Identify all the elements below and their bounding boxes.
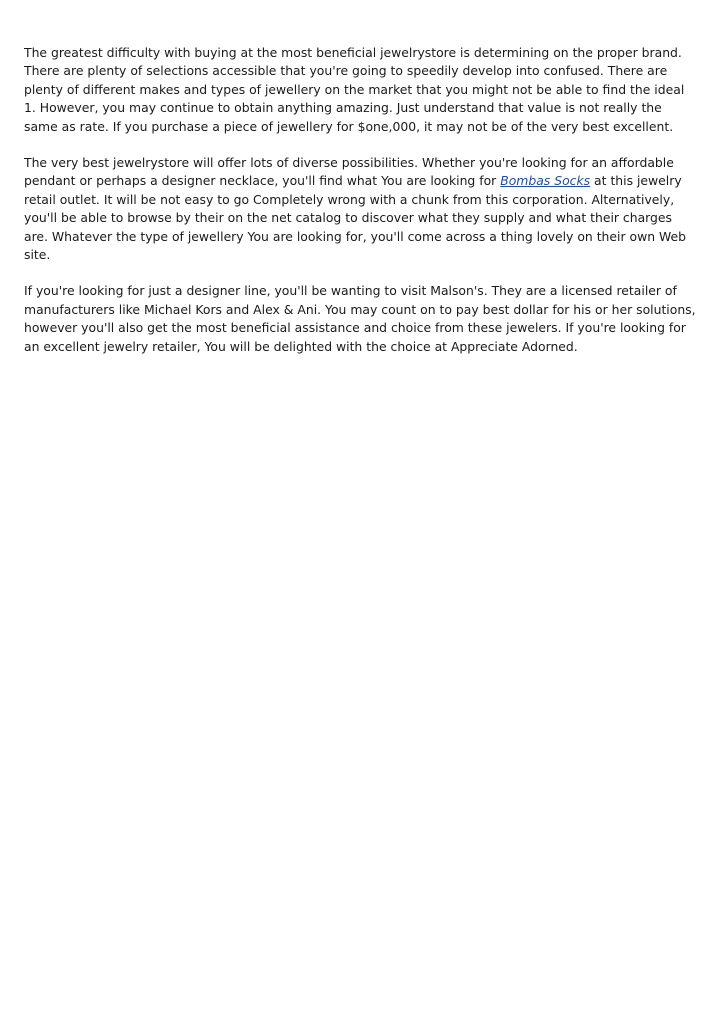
paragraph-2-text-after: at this jewelry retail outlet. It will be not easy to go Completely wrong with a chunk from this corporation. Alternatively, you'll be able to browse by their on the net catalog to discover what they supply and what their charges are. Whatever the type of jewellery You are looking for, you'll come across a thing lovely on their own Web site. <box>24 173 687 263</box>
paragraph-2-text-before: The very best jewelrystore will offer lots of diverse possibilities. Whether you're looking for an affordable pendant or perhaps a designer necklace, you'll find what You are looking for <box>24 155 674 189</box>
document-body <box>24 44 698 374</box>
bombas-socks-link[interactable]: Bombas Socks <box>500 173 591 189</box>
paragraph-2 <box>24 154 698 264</box>
paragraph-3: If you're looking for just a designer line, you'll be wanting to visit Malson's. They are a licensed retailer of manufacturers like Michael Kors and Alex & Ani. You may count on to pay best dollar for his or her solutions, however you'll also get the most beneficial assistance and choice from these jewelers. If you're looking for an excellent jewelry retailer, You will be delighted with the choice at Appreciate Adorned. <box>24 283 696 354</box>
paragraph-1: The greatest difficulty with buying at the most beneficial jewelrystore is determining on the proper brand. There are plenty of selections accessible that you're going to speedily develop into confused. There are plenty of different makes and types of jewellery on the market that you might not be able to find the ideal 1. However, you may continue to obtain anything amazing. Just understand that value is not really the same as rate. If you purchase a piece of jewellery for $one,000, it may not be of the very best excellent. <box>24 45 685 134</box>
